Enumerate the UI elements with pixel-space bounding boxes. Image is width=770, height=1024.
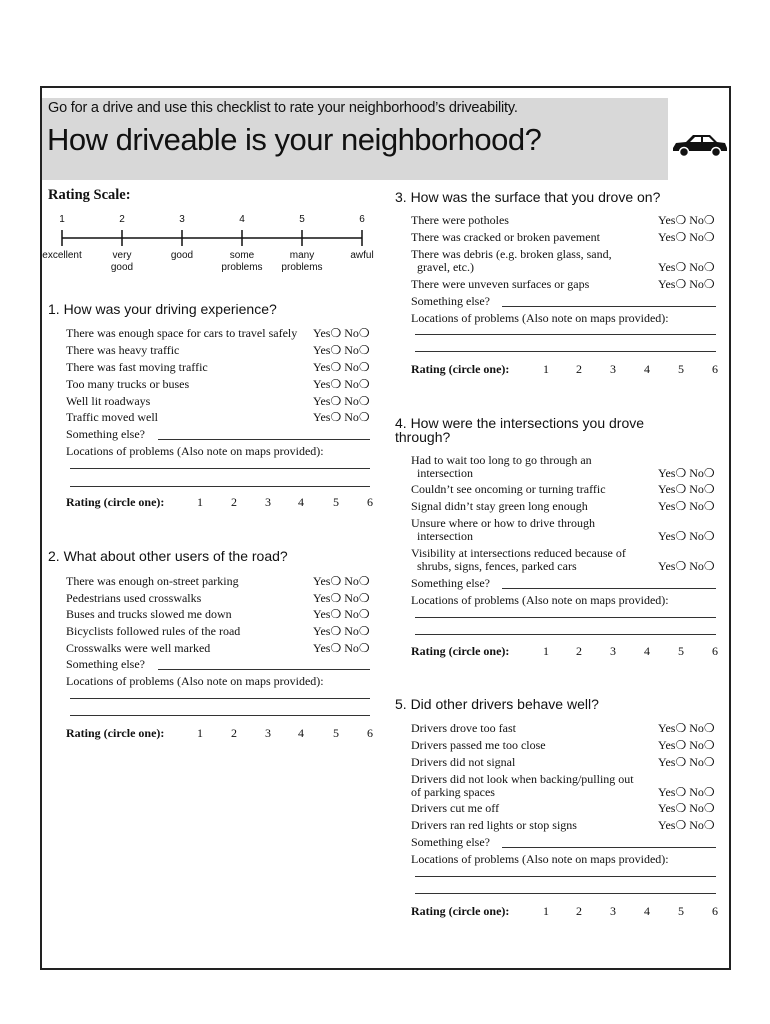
rating-option[interactable]: 4 <box>644 904 650 918</box>
yes-no-options <box>313 395 370 408</box>
no-label: No <box>689 721 704 735</box>
no-label: No <box>344 624 359 638</box>
yes-no-options <box>658 560 715 573</box>
yes-checkbox[interactable]: ❍ <box>675 466 687 480</box>
no-checkbox[interactable]: ❍ <box>358 607 370 621</box>
locations-field[interactable] <box>415 617 716 618</box>
rating-option[interactable]: 2 <box>576 904 582 918</box>
yes-checkbox[interactable]: ❍ <box>330 607 342 621</box>
rating-option[interactable]: 1 <box>543 644 549 658</box>
rating-option[interactable]: 6 <box>712 644 718 658</box>
rating-option[interactable]: 1 <box>543 904 549 918</box>
yes-label: Yes <box>313 624 331 638</box>
rating-option[interactable]: 4 <box>298 726 304 740</box>
checklist-item: Visibility at intersections reduced because of shrubs, signs, fences, parked cars <box>411 546 626 573</box>
locations-field[interactable] <box>70 468 370 469</box>
something-else-label: Something else? <box>411 835 490 849</box>
yes-checkbox[interactable]: ❍ <box>330 343 342 357</box>
yes-checkbox[interactable]: ❍ <box>675 801 687 815</box>
checklist-item: Bicyclists followed rules of the road <box>66 624 241 638</box>
rating-option[interactable]: 5 <box>678 904 684 918</box>
section-1-title: 1. How was your driving experience? <box>48 301 277 317</box>
no-checkbox[interactable]: ❍ <box>703 738 715 752</box>
rating-option[interactable]: 5 <box>678 362 684 376</box>
section-4-title: 4. How were the intersections you drove through? <box>395 415 645 445</box>
checklist-item: Too many trucks or buses <box>66 377 190 391</box>
yes-no-options <box>658 739 715 752</box>
checklist-item: There were potholes <box>411 213 509 227</box>
locations-label: Locations of problems (Also note on maps provided): <box>411 311 669 325</box>
yes-label: Yes <box>658 721 676 735</box>
no-label: No <box>689 755 704 769</box>
yes-checkbox[interactable]: ❍ <box>675 529 687 543</box>
checklist-item: Signal didn’t stay green long enough <box>411 499 588 513</box>
rating-option[interactable]: 5 <box>333 495 339 509</box>
yes-no-options <box>313 344 370 357</box>
rating-option[interactable]: 3 <box>610 904 616 918</box>
yes-no-options <box>658 214 715 227</box>
rating-scale <box>42 214 380 284</box>
yes-label: Yes <box>313 591 331 605</box>
page-subtitle: Go for a drive and use this checklist to rate your neighborhood’s driveability. <box>48 100 518 116</box>
no-checkbox[interactable]: ❍ <box>358 343 370 357</box>
yes-label: Yes <box>658 260 676 274</box>
yes-label: Yes <box>313 641 331 655</box>
scale-number: 5 <box>299 214 305 225</box>
something-else-field[interactable] <box>502 588 716 589</box>
locations-label: Locations of problems (Also note on maps provided): <box>411 593 669 607</box>
locations-label: Locations of problems (Also note on maps provided): <box>66 674 324 688</box>
scale-label: many problems <box>281 250 323 273</box>
no-checkbox[interactable]: ❍ <box>358 574 370 588</box>
no-checkbox[interactable]: ❍ <box>703 801 715 815</box>
scale-label: excellent <box>42 250 82 261</box>
checklist-item: Had to wait too long to go through an intersection <box>411 453 592 480</box>
something-else-label: Something else? <box>411 294 490 308</box>
no-label: No <box>344 394 359 408</box>
yes-no-options <box>658 819 715 832</box>
yes-checkbox[interactable]: ❍ <box>330 360 342 374</box>
no-label: No <box>344 591 359 605</box>
no-label: No <box>689 260 704 274</box>
yes-checkbox[interactable]: ❍ <box>330 326 342 340</box>
scale-label: awful <box>350 250 374 261</box>
no-checkbox[interactable]: ❍ <box>703 499 715 513</box>
rating-option[interactable]: 3 <box>265 726 271 740</box>
yes-label: Yes <box>658 499 676 513</box>
section-5-title: 5. Did other drivers behave well? <box>395 696 599 712</box>
yes-label: Yes <box>313 410 331 424</box>
no-label: No <box>689 818 704 832</box>
no-label: No <box>344 326 359 340</box>
no-checkbox[interactable]: ❍ <box>703 818 715 832</box>
yes-checkbox[interactable]: ❍ <box>330 591 342 605</box>
rating-option[interactable]: 2 <box>231 726 237 740</box>
yes-no-options <box>658 500 715 513</box>
no-checkbox[interactable]: ❍ <box>703 277 715 291</box>
yes-no-options <box>313 592 370 605</box>
yes-label: Yes <box>658 466 676 480</box>
no-label: No <box>344 574 359 588</box>
yes-label: Yes <box>313 360 331 374</box>
section-2-title: 2. What about other users of the road? <box>48 548 288 564</box>
yes-checkbox[interactable]: ❍ <box>330 574 342 588</box>
rating-option[interactable]: 4 <box>298 495 304 509</box>
no-label: No <box>344 410 359 424</box>
rating-option[interactable]: 3 <box>265 495 271 509</box>
checklist-item: There was fast moving traffic <box>66 360 208 374</box>
rating-scale-axis <box>50 214 380 254</box>
yes-checkbox[interactable]: ❍ <box>330 377 342 391</box>
yes-label: Yes <box>658 529 676 543</box>
yes-no-options <box>658 530 715 543</box>
checklist-item: There were unveven surfaces or gaps <box>411 277 590 291</box>
no-label: No <box>689 801 704 815</box>
yes-no-options <box>313 575 370 588</box>
yes-label: Yes <box>313 377 331 391</box>
scale-label: some problems <box>221 250 263 273</box>
yes-checkbox[interactable]: ❍ <box>330 410 342 424</box>
checklist-item: There was heavy traffic <box>66 343 180 357</box>
no-checkbox[interactable]: ❍ <box>703 230 715 244</box>
scale-number: 6 <box>359 214 365 225</box>
yes-checkbox[interactable]: ❍ <box>675 818 687 832</box>
no-checkbox[interactable]: ❍ <box>358 326 370 340</box>
checklist-item: Drivers passed me too close <box>411 738 546 752</box>
rating-option[interactable]: 1 <box>197 726 203 740</box>
checklist-item: There was debris (e.g. broken glass, sand, gravel, etc.) <box>411 247 612 274</box>
car-icon <box>670 131 728 159</box>
scale-number: 2 <box>119 214 125 225</box>
yes-no-options <box>313 625 370 638</box>
scale-number: 3 <box>179 214 185 225</box>
no-checkbox[interactable]: ❍ <box>703 529 715 543</box>
something-else-field[interactable] <box>502 847 716 848</box>
checklist-item: Well lit roadways <box>66 394 151 408</box>
no-label: No <box>689 277 704 291</box>
rating-label: Rating (circle one): <box>411 904 510 918</box>
yes-checkbox[interactable]: ❍ <box>675 755 687 769</box>
locations-field[interactable] <box>70 486 370 487</box>
yes-no-options <box>313 378 370 391</box>
yes-no-options <box>658 231 715 244</box>
scale-label: good <box>170 250 194 261</box>
scale-number: 1 <box>59 214 65 225</box>
something-else-label: Something else? <box>66 657 145 671</box>
yes-label: Yes <box>658 482 676 496</box>
yes-checkbox[interactable]: ❍ <box>675 213 687 227</box>
rating-option[interactable]: 4 <box>644 644 650 658</box>
yes-label: Yes <box>313 394 331 408</box>
no-label: No <box>689 230 704 244</box>
yes-checkbox[interactable]: ❍ <box>330 624 342 638</box>
locations-field[interactable] <box>70 715 370 716</box>
yes-no-options <box>313 608 370 621</box>
no-checkbox[interactable]: ❍ <box>358 591 370 605</box>
rating-option[interactable]: 2 <box>576 644 582 658</box>
checklist-item: There was enough on-street parking <box>66 574 239 588</box>
rating-label: Rating (circle one): <box>66 495 165 509</box>
yes-no-options <box>313 361 370 374</box>
rating-option[interactable]: 6 <box>367 726 373 740</box>
rating-scale-heading: Rating Scale: <box>48 187 131 203</box>
yes-checkbox[interactable]: ❍ <box>675 499 687 513</box>
yes-checkbox[interactable]: ❍ <box>675 482 687 496</box>
yes-no-options <box>658 467 715 480</box>
locations-label: Locations of problems (Also note on maps provided): <box>411 852 669 866</box>
yes-label: Yes <box>658 801 676 815</box>
locations-field[interactable] <box>415 351 716 352</box>
locations-field[interactable] <box>70 698 370 699</box>
no-label: No <box>689 482 704 496</box>
no-checkbox[interactable]: ❍ <box>703 721 715 735</box>
yes-checkbox[interactable]: ❍ <box>330 641 342 655</box>
rating-option[interactable]: 1 <box>543 362 549 376</box>
something-else-field[interactable] <box>158 669 370 670</box>
yes-checkbox[interactable]: ❍ <box>330 394 342 408</box>
yes-label: Yes <box>658 559 676 573</box>
no-label: No <box>689 499 704 513</box>
yes-label: Yes <box>658 818 676 832</box>
yes-checkbox[interactable]: ❍ <box>675 230 687 244</box>
yes-no-options <box>313 411 370 424</box>
checklist-item: Buses and trucks slowed me down <box>66 607 232 621</box>
rating-option[interactable]: 3 <box>610 644 616 658</box>
no-checkbox[interactable]: ❍ <box>358 624 370 638</box>
scale-number: 4 <box>239 214 245 225</box>
locations-field[interactable] <box>415 893 716 894</box>
no-label: No <box>689 559 704 573</box>
checklist-item: Drivers cut me off <box>411 801 500 815</box>
checklist-item: Crosswalks were well marked <box>66 641 211 655</box>
yes-no-options <box>658 722 715 735</box>
something-else-label: Something else? <box>66 427 145 441</box>
yes-checkbox[interactable]: ❍ <box>675 559 687 573</box>
no-label: No <box>344 360 359 374</box>
no-checkbox[interactable]: ❍ <box>358 641 370 655</box>
yes-label: Yes <box>658 213 676 227</box>
rating-option[interactable]: 6 <box>712 904 718 918</box>
rating-option[interactable]: 3 <box>610 362 616 376</box>
no-label: No <box>344 377 359 391</box>
no-checkbox[interactable]: ❍ <box>703 755 715 769</box>
yes-label: Yes <box>658 230 676 244</box>
yes-no-options <box>658 756 715 769</box>
scale-label: very good <box>110 250 134 273</box>
no-label: No <box>344 343 359 357</box>
rating-option[interactable]: 5 <box>333 726 339 740</box>
yes-checkbox[interactable]: ❍ <box>675 738 687 752</box>
yes-no-options <box>658 278 715 291</box>
yes-label: Yes <box>313 574 331 588</box>
no-label: No <box>344 641 359 655</box>
no-label: No <box>689 466 704 480</box>
no-checkbox[interactable]: ❍ <box>358 410 370 424</box>
checklist-item: Pedestrians used crosswalks <box>66 591 202 605</box>
no-checkbox[interactable]: ❍ <box>703 466 715 480</box>
no-label: No <box>344 607 359 621</box>
rating-label: Rating (circle one): <box>411 362 510 376</box>
locations-label: Locations of problems (Also note on maps provided): <box>66 444 324 458</box>
checklist-item: There was enough space for cars to travel safely <box>66 326 298 340</box>
checklist-item: Unsure where or how to drive through intersection <box>411 516 595 543</box>
yes-no-options <box>658 802 715 815</box>
no-checkbox[interactable]: ❍ <box>358 360 370 374</box>
rating-label: Rating (circle one): <box>66 726 165 740</box>
no-checkbox[interactable]: ❍ <box>703 559 715 573</box>
something-else-field[interactable] <box>502 306 716 307</box>
section-3-title: 3. How was the surface that you drove on? <box>395 189 661 205</box>
rating-option[interactable]: 2 <box>231 495 237 509</box>
no-checkbox[interactable]: ❍ <box>703 213 715 227</box>
something-else-label: Something else? <box>411 576 490 590</box>
no-label: No <box>689 213 704 227</box>
no-label: No <box>689 738 704 752</box>
yes-no-options <box>313 642 370 655</box>
yes-label: Yes <box>313 343 331 357</box>
checklist-item: There was cracked or broken pavement <box>411 230 600 244</box>
checklist-item: Couldn’t see oncoming or turning traffic <box>411 482 606 496</box>
yes-checkbox[interactable]: ❍ <box>675 721 687 735</box>
no-checkbox[interactable]: ❍ <box>703 482 715 496</box>
rating-option[interactable]: 6 <box>712 362 718 376</box>
yes-label: Yes <box>313 326 331 340</box>
no-checkbox[interactable]: ❍ <box>358 394 370 408</box>
checklist-item: Drivers did not signal <box>411 755 516 769</box>
checklist-item: Drivers did not look when backing/pulling out of parking spaces <box>411 772 634 799</box>
checklist-item: Traffic moved well <box>66 410 158 424</box>
page-title: How driveable is your neighborhood? <box>47 122 542 157</box>
yes-no-options <box>658 786 715 799</box>
no-checkbox[interactable]: ❍ <box>358 377 370 391</box>
something-else-field[interactable] <box>158 439 370 440</box>
yes-checkbox[interactable]: ❍ <box>675 260 687 274</box>
locations-field[interactable] <box>415 334 716 335</box>
yes-no-options <box>658 483 715 496</box>
no-label: No <box>689 529 704 543</box>
yes-no-options <box>658 261 715 274</box>
no-checkbox[interactable]: ❍ <box>703 260 715 274</box>
rating-option[interactable]: 5 <box>678 644 684 658</box>
rating-label: Rating (circle one): <box>411 644 510 658</box>
checklist-item: Drivers drove too fast <box>411 721 516 735</box>
yes-label: Yes <box>658 755 676 769</box>
yes-checkbox[interactable]: ❍ <box>675 277 687 291</box>
checklist-item: Drivers ran red lights or stop signs <box>411 818 577 832</box>
yes-label: Yes <box>658 277 676 291</box>
rating-option[interactable]: 6 <box>367 495 373 509</box>
no-checkbox[interactable]: ❍ <box>703 785 715 799</box>
locations-field[interactable] <box>415 634 716 635</box>
yes-label: Yes <box>658 785 676 799</box>
rating-option[interactable]: 4 <box>644 362 650 376</box>
locations-field[interactable] <box>415 876 716 877</box>
yes-label: Yes <box>658 738 676 752</box>
yes-label: Yes <box>313 607 331 621</box>
yes-checkbox[interactable]: ❍ <box>675 785 687 799</box>
rating-option[interactable]: 1 <box>197 495 203 509</box>
rating-option[interactable]: 2 <box>576 362 582 376</box>
yes-no-options <box>313 327 370 340</box>
no-label: No <box>689 785 704 799</box>
